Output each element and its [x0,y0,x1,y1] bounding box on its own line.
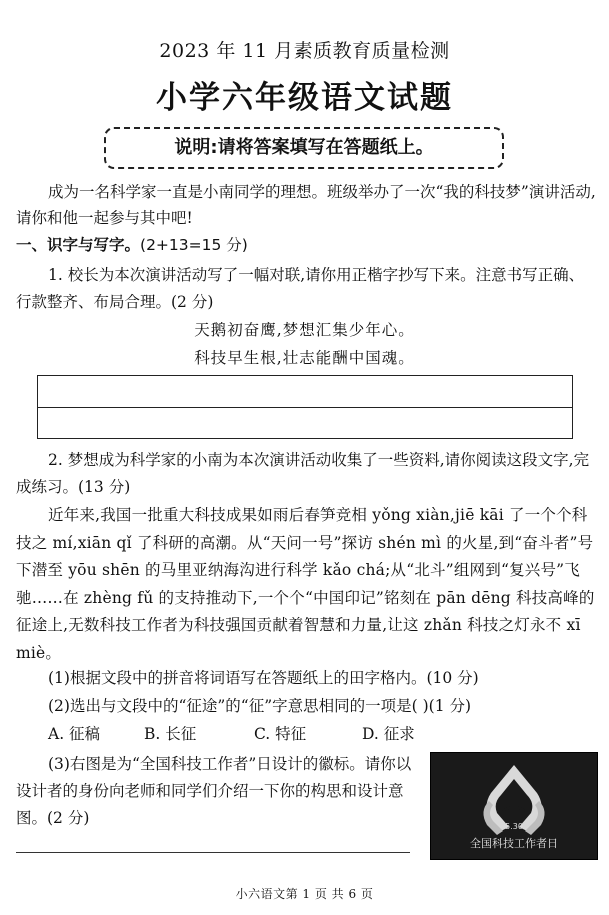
logo-date-mark: 5.30 [505,822,523,831]
notice-box: 说明:请将答案填写在答题纸上。 [104,127,504,169]
sub-question-1: (1)根据文段中的拼音将词语写在答题纸上的田字格内。(10 分) [48,669,479,687]
couplet-line-1: 天鹅初奋鹰,梦想汇集少年心。 [194,321,415,339]
question-2-text: 2. 梦想成为科学家的小南为本次演讲活动收集了一些资料,请你阅读这段文字,完成练习。(13 分) [16,451,590,496]
logo-caption: 全国科技工作者日 [470,837,558,850]
reading-passage: 近年来,我国一批重大科技成果如雨后春笋竞相 yǒng xiàn,jiē kāi 了一个个科技之 mí,xiān qǐ 了科研的高潮。从“天问一号”探访 shén mì 的火星,到“奋斗者”号下潜至 yōu shēn 的马里亚纳海沟进行科学 kǎo chá;从“北斗”组网到“复兴号”飞驰……在 zhèng fǔ 的支持推动下,一个个“中国印记”铭刻在 pān dēng 科技高峰的征途上,无数科技工作者为科技强国贡献着智慧和力量,让这 zhǎn 科技之灯永不 xī miè。 [16,506,595,662]
question-1-text: 1. 校长为本次演讲活动写了一幅对联,请你用正楷字抄写下来。注意书写正确、行款整齐、布局合理。(2 分) [16,266,585,311]
section-1-score: (2+13=15 分) [140,236,248,254]
option-b[interactable]: B. 长征 [144,725,197,743]
answer-line[interactable] [16,852,410,853]
section-1-title: 一、识字与写字。 [16,236,141,254]
sub-question-2: (2)选出与文段中的“征途”的“征”字意思相同的一项是( )(1 分) [48,697,472,715]
couplet-line-2: 科技早生根,壮志能酬中国魂。 [194,349,415,367]
option-d[interactable]: D. 征求 [362,725,415,743]
sub-question-3: (3)右图是为“全国科技工作者”日设计的徽标。请你以设计者的身份向老师和同学们介绍一下你的构思和设计意图。(2 分) [16,755,412,827]
page-title: 小学六年级语文试题 [156,80,453,116]
exam-header-line: 2023 年 11 月素质教育质量检测 [159,40,450,62]
science-workers-day-logo [430,752,598,860]
page-footer: 小六语文第 1 页 共 6 页 [235,887,374,901]
section-1-heading [16,233,248,255]
intro-paragraph: 成为一名科学家一直是小南同学的理想。班级举办了一次“我的科技梦”演讲活动,请你和他一起参与其中吧! [16,183,596,227]
writing-box-divider [38,407,572,408]
option-c[interactable]: C. 特征 [254,725,307,743]
option-a[interactable]: A. 征稿 [48,725,101,743]
copy-writing-box[interactable] [37,375,573,439]
